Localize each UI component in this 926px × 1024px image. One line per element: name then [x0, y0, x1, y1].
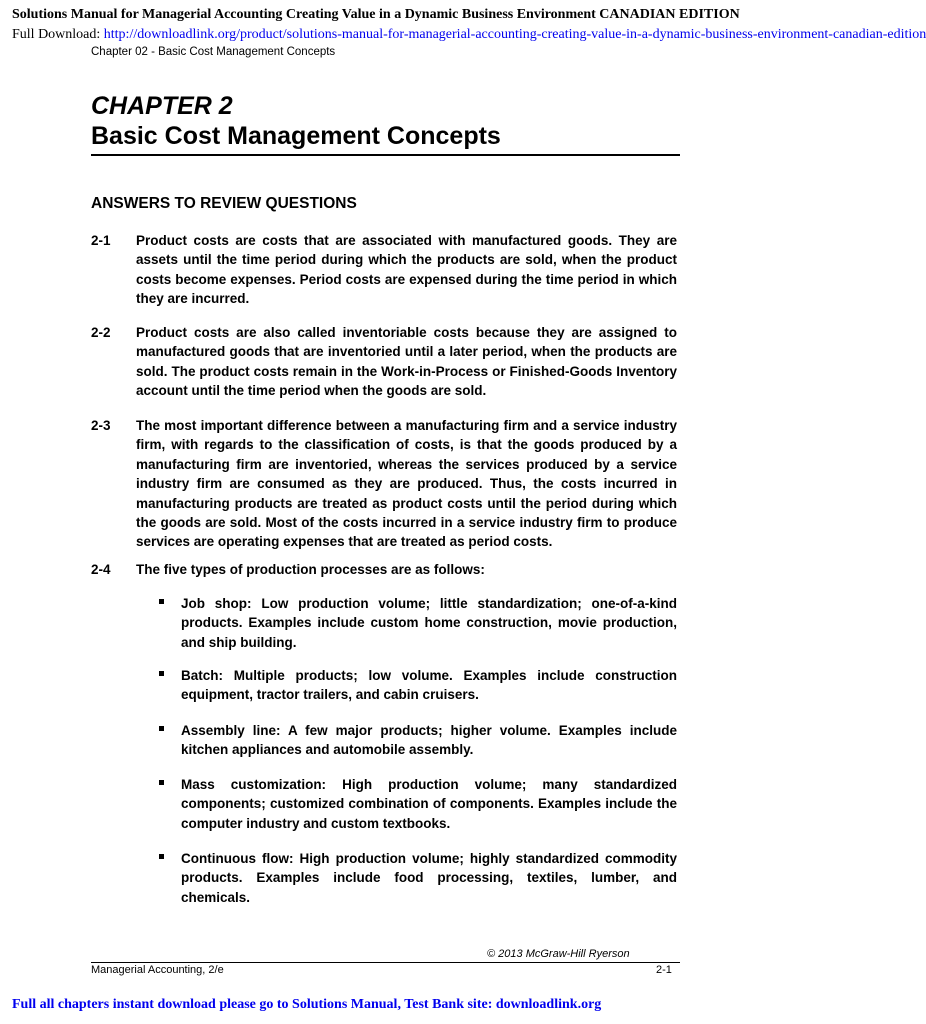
process-type-text: Job shop: Low production volume; little standardization; one-of-a-kind products. Examples include custom home construction, movie production, and ship building. [181, 596, 677, 650]
title-rule [91, 154, 680, 156]
copyright-notice: © 2013 McGraw-Hill Ryerson [487, 948, 630, 960]
footer-book-title: Managerial Accounting, 2/e [91, 964, 224, 976]
banner-download-line [12, 26, 926, 44]
bullet-icon [159, 780, 164, 785]
bullet-icon [159, 854, 164, 859]
answer-2-4 [91, 560, 677, 579]
answer-2-2 [91, 323, 677, 401]
process-type-text: Batch: Multiple products; low volume. Examples include construction equipment, tractor trailers, and cabin cruisers. [181, 668, 677, 703]
section-heading: ANSWERS TO REVIEW QUESTIONS [91, 195, 357, 212]
answer-number: 2-1 [91, 233, 111, 248]
answer-2-3 [91, 416, 677, 552]
answer-text: Product costs are also called inventoriable costs because they are assigned to manufactured goods that are inventoried until a later period, when the products are sold. The product costs remain in the Work-in-Process or Finished-Goods Inventory account until the time period when the goods are sold. [136, 325, 677, 399]
answer-text: Product costs are costs that are associated with manufactured goods. They are assets until the time period during which the products are sold, when the product costs become expenses. Period costs are expensed during the time period in which they are incurred. [136, 233, 677, 307]
bullet-icon [159, 671, 164, 676]
answer-text: The five types of production processes are as follows: [136, 562, 485, 577]
running-head: Chapter 02 - Basic Cost Management Concepts [91, 46, 336, 58]
bottom-download-banner[interactable]: Full all chapters instant download please go to Solutions Manual, Test Bank site: downloadlink.org [12, 997, 602, 1012]
bullet-icon [159, 599, 164, 604]
process-type-item [91, 775, 677, 833]
process-type-text: Mass customization: High production volume; many standardized components; customized combination of components. Examples include the computer industry and custom textbooks. [181, 777, 677, 831]
process-type-item [91, 666, 677, 705]
download-link[interactable]: http://downloadlink.org/product/solutions-manual-for-managerial-accounting-creating-value-in-a-dynamic-business-environment-canadian-edition [103, 27, 926, 42]
process-type-text: Assembly line: A few major products; higher volume. Examples include kitchen appliances and automobile assembly. [181, 723, 677, 758]
footer-page-number: 2-1 [656, 964, 672, 976]
process-type-text: Continuous flow: High production volume; highly standardized commodity products. Examples include food processing, textiles, lumber, and chemicals. [181, 851, 677, 905]
download-banner [12, 6, 926, 44]
process-type-item [91, 849, 677, 907]
answer-text: The most important difference between a manufacturing firm and a service industry firm, with regards to the classification of costs, is that the goods produced by a manufacturing firm are inventoried, whereas the services produced by a service industry firm are consumed as they are produced. Thus, the costs incurred in manufacturing products are treated as product costs until the period during which the goods are sold. Most of the costs incurred in a service industry firm to produce services are operating expenses that are treated as period costs. [136, 418, 677, 550]
answer-number: 2-4 [91, 562, 111, 577]
process-type-item [91, 594, 677, 652]
process-type-item [91, 721, 677, 760]
banner-download-label: Full Download: [12, 27, 104, 42]
bullet-icon [159, 726, 164, 731]
footer-rule [91, 962, 680, 963]
chapter-title: Basic Cost Management Concepts [91, 122, 501, 150]
answer-number: 2-3 [91, 418, 111, 433]
chapter-number: CHAPTER 2 [91, 92, 233, 120]
answer-2-1 [91, 231, 677, 309]
answer-number: 2-2 [91, 325, 111, 340]
banner-title: Solutions Manual for Managerial Accounting Creating Value in a Dynamic Business Environment CANADIAN EDITION [12, 7, 740, 22]
